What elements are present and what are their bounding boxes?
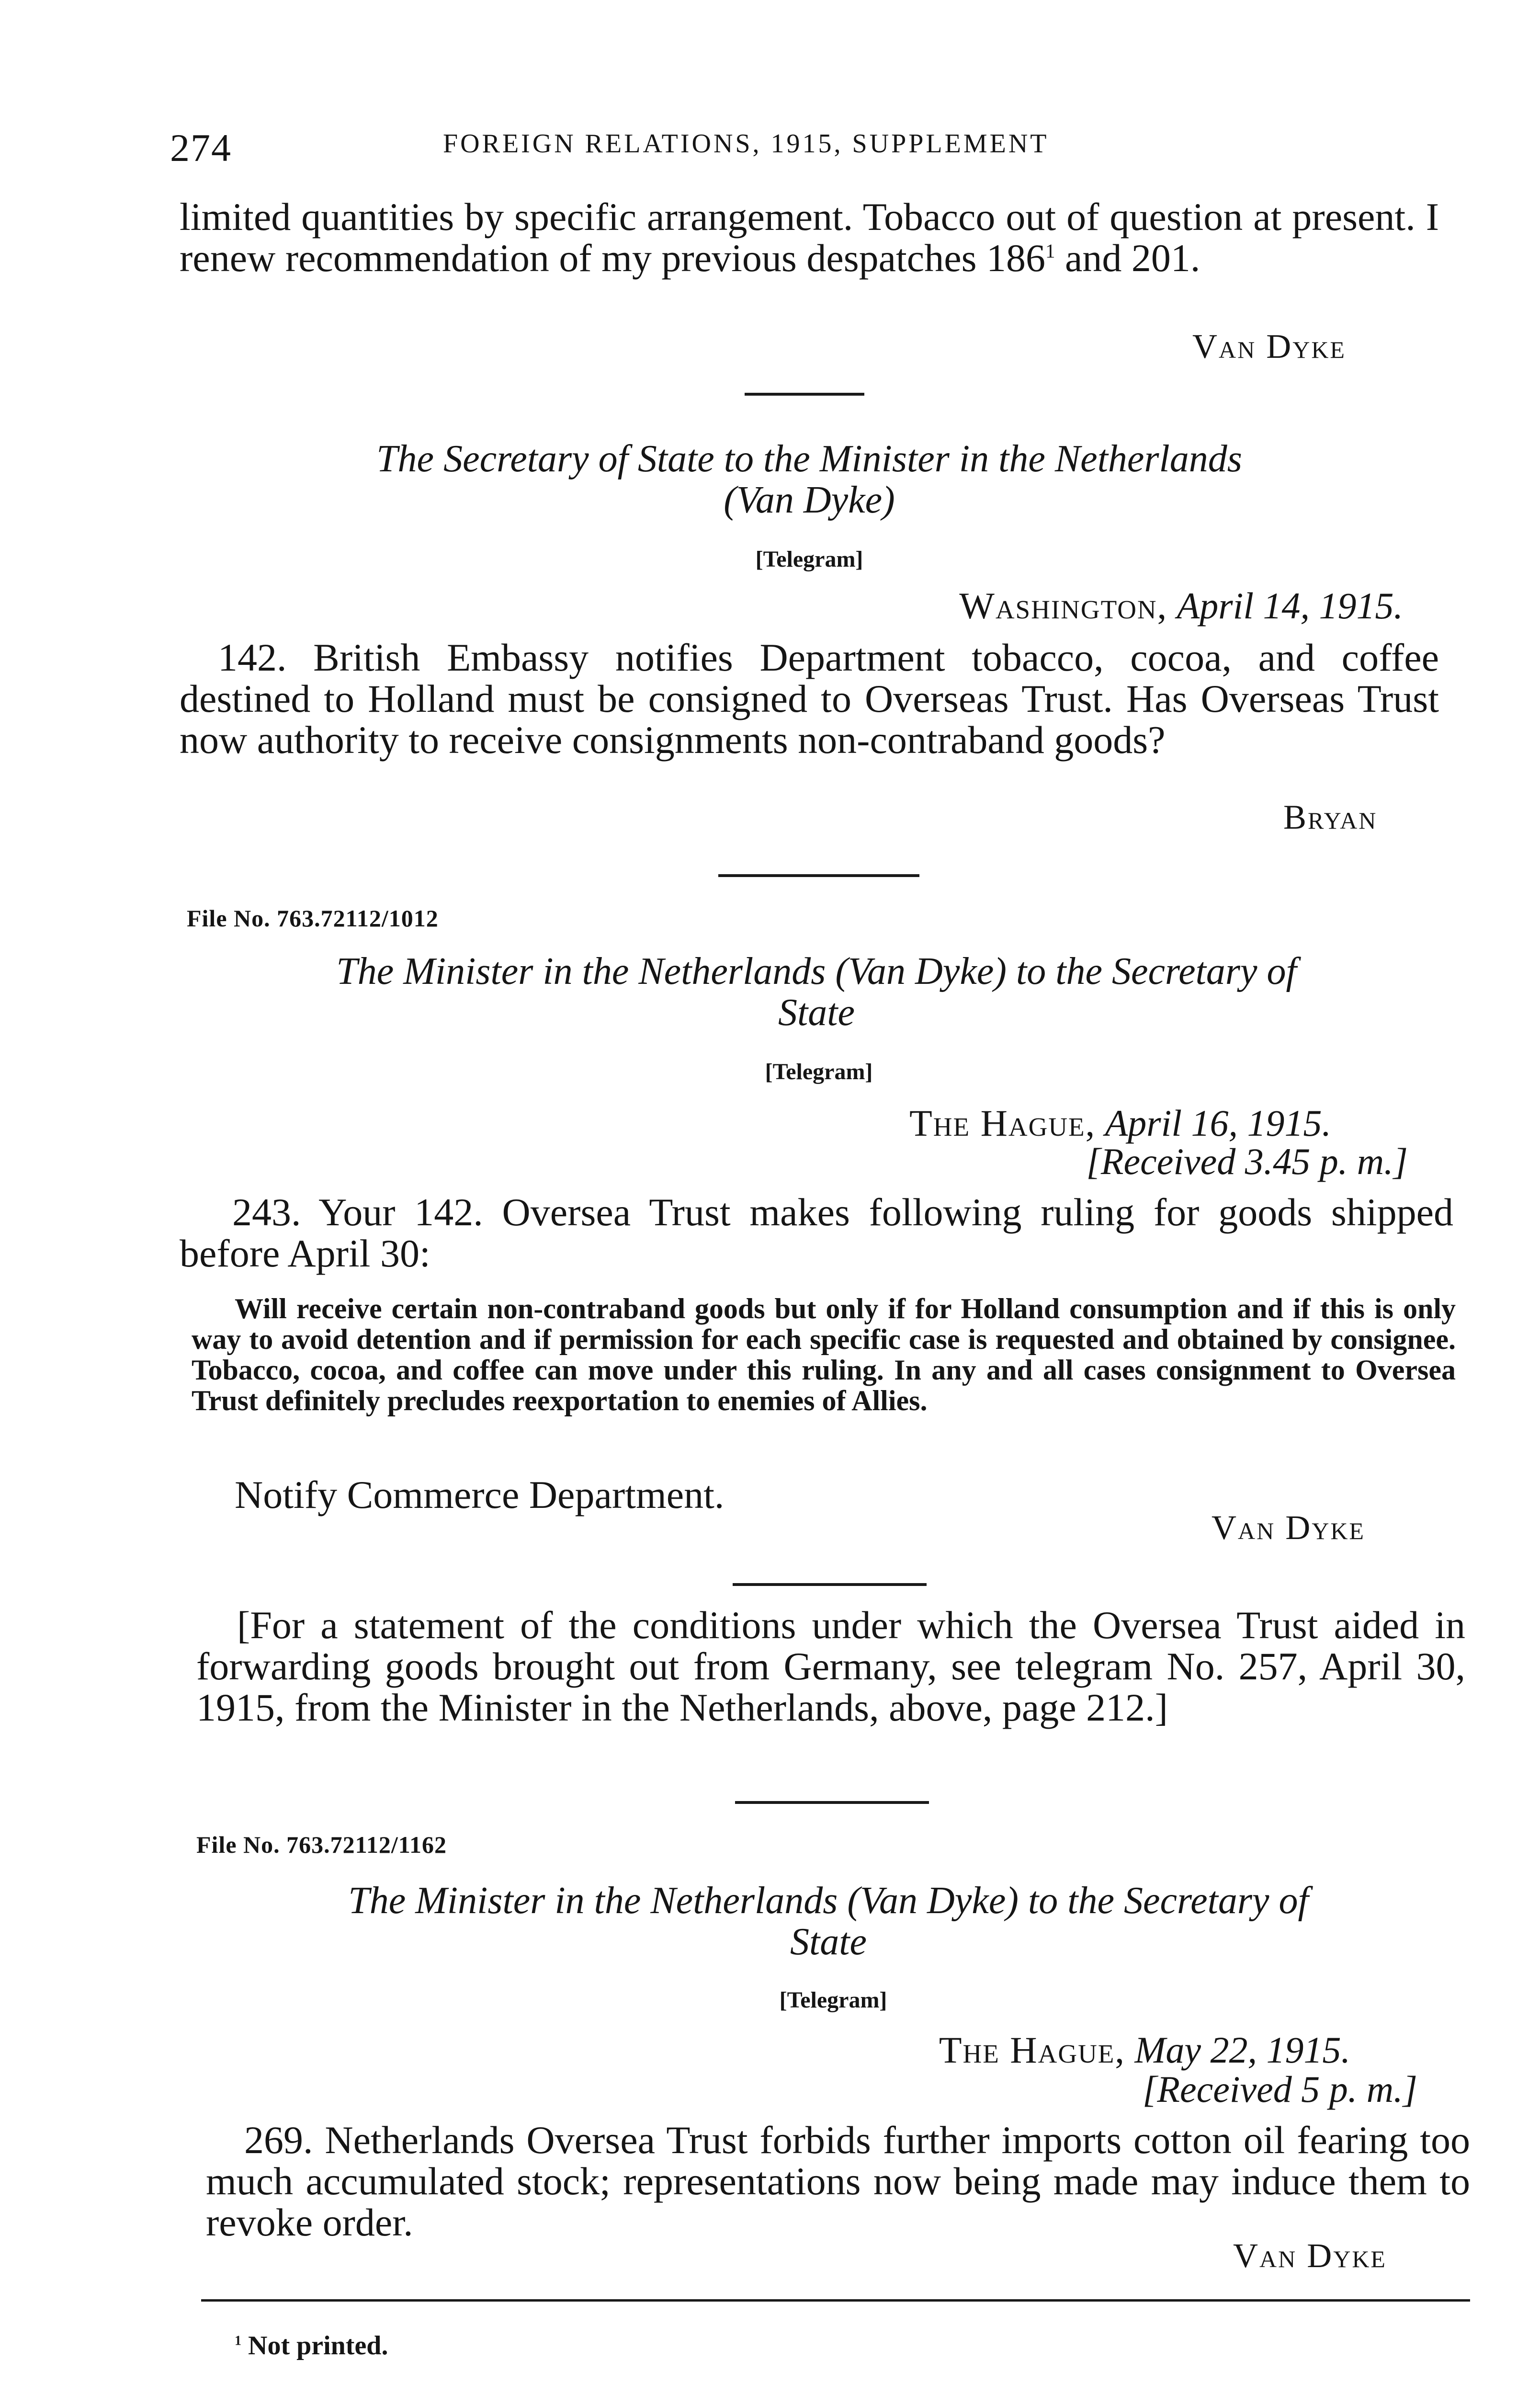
signature-van-dyke-3: Van Dyke xyxy=(1233,2236,1387,2275)
doc3-body: 269. Netherlands Oversea Trust forbids further imports cotton oil fearing too much accumulated stock; representations now being made may induce them to revoke order. xyxy=(206,2118,1470,2244)
signature-bryan: Bryan xyxy=(1283,798,1378,836)
editorial-note: [For a statement of the conditions under which the Oversea Trust aided in forwarding goods brought out from Germany, see telegram No. 257, April 30, 1915, from the Minister in the Netherlands, above, page 212.] xyxy=(196,1603,1465,1729)
footnote xyxy=(235,2330,388,2361)
doc3-dateline xyxy=(575,2029,1350,2072)
doc3-telegram-tag: [Telegram] xyxy=(779,1987,887,2013)
doc2-file-number: File No. 763.72112/1012 xyxy=(187,905,439,932)
section-divider xyxy=(733,1583,927,1586)
intro-paragraph xyxy=(180,196,1439,279)
footnote-separator xyxy=(201,2299,1470,2302)
doc1-date: April 14, 1915. xyxy=(1177,585,1403,627)
signature-van-dyke-1: Van Dyke xyxy=(1192,327,1346,365)
doc3-place: The Hague, xyxy=(939,2029,1125,2071)
intro-text-2: and 201. xyxy=(1065,236,1200,280)
doc3-received: [Received 5 p. m.] xyxy=(1143,2068,1417,2110)
section-divider xyxy=(745,393,864,396)
footnote-text: Not printed. xyxy=(248,2331,388,2361)
doc2-date: April 16, 1915. xyxy=(1105,1102,1331,1144)
doc2-place: The Hague, xyxy=(909,1102,1096,1144)
doc2-telegram-tag: [Telegram] xyxy=(765,1059,873,1084)
doc1-heading-line1: The Secretary of State to the Minister in the Netherlands xyxy=(376,438,1242,480)
footnote-mark: 1 xyxy=(235,2333,241,2349)
doc2-heading-line2: State xyxy=(778,992,855,1034)
doc3-heading-line2: State xyxy=(790,1921,867,1963)
doc2-closing: Notify Commerce Department. xyxy=(235,1473,725,1517)
doc2-dateline xyxy=(575,1102,1331,1145)
doc2-quoted-ruling: Will receive certain non-contraband goods but only if for Holland consumption and if this is only way to avoid detention and if permission for each specific case is requested and obtained by consignee. Tobacco, cocoa, and coffee can move under this ruling. In any and all cases consignment to Oversea Trust definitely precludes reexportation to enemies of Allies. xyxy=(192,1293,1456,1416)
signature-van-dyke-2: Van Dyke xyxy=(1212,1508,1365,1547)
doc1-heading xyxy=(180,438,1439,521)
doc2-body: 243. Your 142. Oversea Trust makes following ruling for goods shipped before April 30: xyxy=(180,1190,1453,1275)
doc2-heading xyxy=(180,951,1453,1033)
footnote-reference: 1 xyxy=(1045,240,1055,262)
section-divider xyxy=(735,1801,929,1804)
section-divider xyxy=(718,874,919,877)
doc2-received: [Received 3.45 p. m.] xyxy=(1086,1140,1408,1182)
doc1-dateline xyxy=(575,584,1403,627)
doc3-date: May 22, 1915. xyxy=(1134,2029,1350,2071)
page-number: 274 xyxy=(170,126,232,170)
doc3-heading-line1: The Minister in the Netherlands (Van Dyke) to the Secretary of xyxy=(348,1880,1309,1922)
doc1-heading-line2: (Van Dyke) xyxy=(724,479,895,521)
doc1-body: 142. British Embassy notifies Department tobacco, cocoa, and coffee destined to Holland must be consigned to Overseas Trust. Has Overseas Trust now authority to receive consignments non-contraband goods? xyxy=(180,636,1439,762)
doc3-file-number: File No. 763.72112/1162 xyxy=(196,1831,447,1858)
doc1-telegram-tag: [Telegram] xyxy=(755,547,863,572)
doc2-heading-line1: The Minister in the Netherlands (Van Dyke) to the Secretary of xyxy=(336,950,1297,992)
running-title: FOREIGN RELATIONS, 1915, SUPPLEMENT xyxy=(443,129,1049,159)
doc3-heading xyxy=(192,1880,1465,1962)
doc1-place: Washington, xyxy=(959,585,1168,627)
intro-text-1: limited quantities by specific arrangement. Tobacco out of question at present. I renew recommendation of my previous despatches 186 xyxy=(180,195,1439,280)
